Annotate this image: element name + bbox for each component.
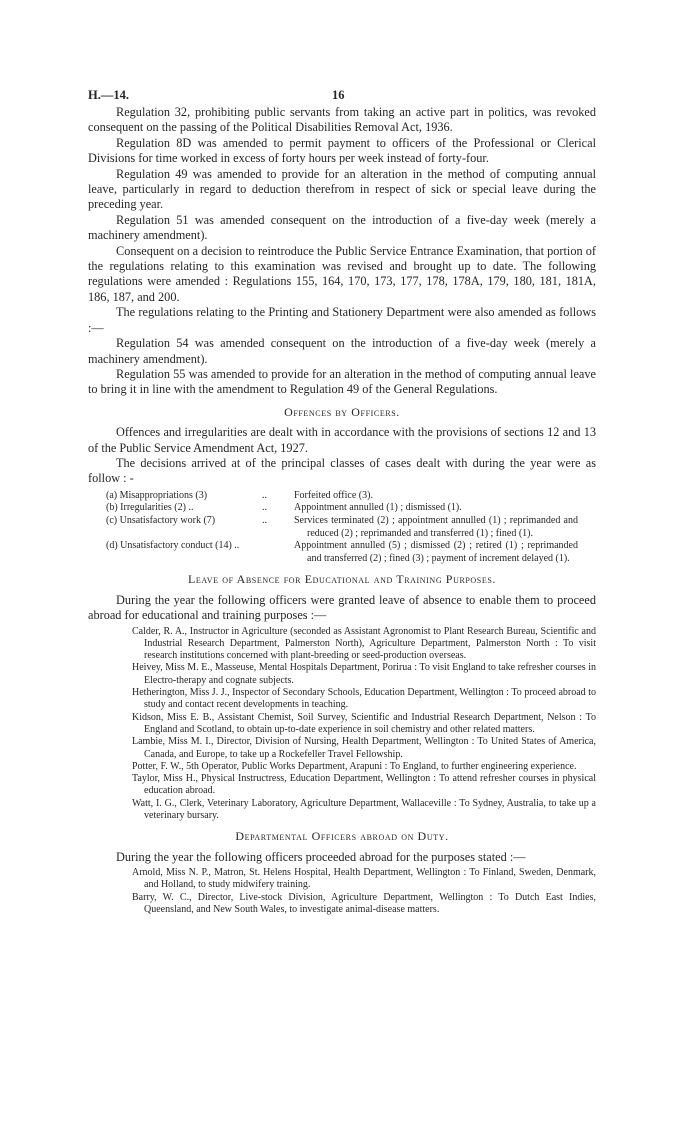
section-heading-leave: Leave of Absence for Educational and Training Purposes. (188, 572, 496, 587)
case-row (106, 540, 578, 565)
list-item: Heivey, Miss M. E., Masseuse, Mental Hospitals Department, Porirua : To visit England to take refresher courses in Electro-therapy and cognate subjects. (132, 662, 596, 686)
list-item: Watt, I. G., Clerk, Veterinary Laboratory, Agriculture Department, Wallaceville : To Sydney, Australia, to take up a veterinary bursary. (132, 797, 596, 821)
case-leader: .. (262, 489, 267, 501)
case-label: (c) Unsatisfactory work (7) (106, 514, 216, 526)
page-body (88, 105, 596, 922)
paragraph: Regulation 54 was amended consequent on the introduction of a five-day week (merely a machinery amendment). (88, 336, 596, 366)
leave-entries (132, 626, 596, 823)
offence-cases-table (106, 490, 578, 566)
duty-entries (132, 867, 596, 916)
paragraph: Offences and irregularities are dealt with in accordance with the provisions of sections 12 and 13 of the Public Service Amendment Act, 1927. (88, 425, 596, 455)
paragraph: During the year the following officers were granted leave of absence to enable them to proceed abroad for educational and training purposes :— (88, 592, 596, 623)
document-code: H.—14. (88, 88, 129, 102)
case-row (106, 490, 578, 503)
section-heading-duty: Departmental Officers abroad on Duty. (235, 829, 449, 844)
paragraph: The regulations relating to the Printing and Stationery Department were also amended as follows :— (88, 305, 596, 335)
paragraph: Regulation 55 was amended to provide for an alteration in the method of computing annual leave to bring it in line with the amendment to Regulation 49 of the General Regulations. (88, 366, 596, 397)
list-item: Kidson, Miss E. B., Assistant Chemist, Soil Survey, Scientific and Industrial Research Department, Nelson : To England and Scotland, to obtain up-to-date experience in soil chemistry and other related matters. (132, 711, 596, 735)
paragraph: Regulation 8D was amended to permit payment to officers of the Professional or Clerical Divisions for time worked in excess of forty hours per week instead of forty-four. (88, 135, 596, 166)
paragraph: During the year the following officers proceeded abroad for the purposes stated :— (116, 849, 526, 864)
case-label: (a) Misappropriations (3) (106, 489, 208, 501)
case-outcome: Appointment annulled (1) ; dismissed (1). (294, 502, 462, 514)
list-item: Barry, W. C., Director, Live-stock Division, Agriculture Department, Wellington : To Dutch East Indies, Queensland, and New South Wales, to investigate animal-disease matters. (132, 891, 596, 915)
case-leader: .. (262, 514, 267, 526)
case-leader: .. (262, 502, 267, 514)
case-row (106, 502, 578, 515)
list-item: Taylor, Miss H., Physical Instructress, Education Department, Wellington : To attend refresher courses in physical education abroad. (132, 773, 596, 797)
paragraph: The decisions arrived at of the principal classes of cases dealt with during the year were as follow : - (88, 455, 596, 486)
list-item: Potter, F. W., 5th Operator, Public Works Department, Arapuni : To England, to further engineering experience. (132, 760, 577, 772)
paragraph: Consequent on a decision to reintroduce the Public Service Entrance Examination, that portion of the regulations relating to this examination was revised and brought up to date. The following regulations were amended : Regulations 155, 164, 170, 173, 177, 178, 178A, 179, 180, 181, 181A, 186, 187, and 200. (88, 243, 596, 304)
paragraph: Regulation 32, prohibiting public servants from taking an active part in politics, was revoked consequent on the passing of the Political Disabilities Removal Act, 1936. (88, 105, 596, 135)
section-heading-offences: Offences by Officers. (284, 404, 400, 419)
list-item: Hetherington, Miss J. J., Inspector of Secondary Schools, Education Department, Wellington : To proceed abroad to study and contact recent developments in teaching. (132, 687, 596, 711)
case-leader (262, 540, 294, 565)
case-outcome: Services terminated (2) ; appointment annulled (1) ; reprimanded and reduced (2) ; reprimanded and transferred (1) ; fined (1). (294, 514, 578, 539)
case-outcome: Forfeited office (3). (294, 489, 373, 501)
case-label: (b) Irregularities (2) .. (106, 502, 194, 514)
list-item: Calder, R. A., Instructor in Agriculture (seconded as Assistant Agronomist to Plant Research Bureau, Scientific and Industrial Research Department, Palmerston North), Agriculture Department, Palmerston North : To visit research institutions concerned with plant-breeding or seed-production overseas. (132, 625, 596, 662)
list-item: Arnold, Miss N. P., Matron, St. Helens Hospital, Health Department, Wellington : To Finland, Sweden, Denmark, and Holland, to study midwifery training. (132, 867, 596, 891)
paragraph: Regulation 51 was amended consequent on the introduction of a five-day week (merely a machinery amendment). (88, 212, 596, 243)
page-number: 16 (332, 88, 345, 102)
case-row (106, 515, 578, 540)
case-outcome: Appointment annulled (5) ; dismissed (2) ; retired (1) ; reprimanded and transferred (2) ; fined (3) ; payment of increment delayed (1). (294, 540, 578, 564)
paragraph: Regulation 49 was amended to provide for an alteration in the method of computing annual leave, particularly in regard to deduction therefrom in respect of sick or special leave during the preceding year. (88, 166, 596, 212)
list-item: Lambie, Miss M. I., Director, Division of Nursing, Health Department, Wellington : To United States of America, Canada, and Europe, to take up a Rockefeller Travel Fellowship. (132, 736, 596, 760)
page-header (88, 88, 596, 104)
case-label: (d) Unsatisfactory conduct (14) .. (106, 540, 240, 552)
